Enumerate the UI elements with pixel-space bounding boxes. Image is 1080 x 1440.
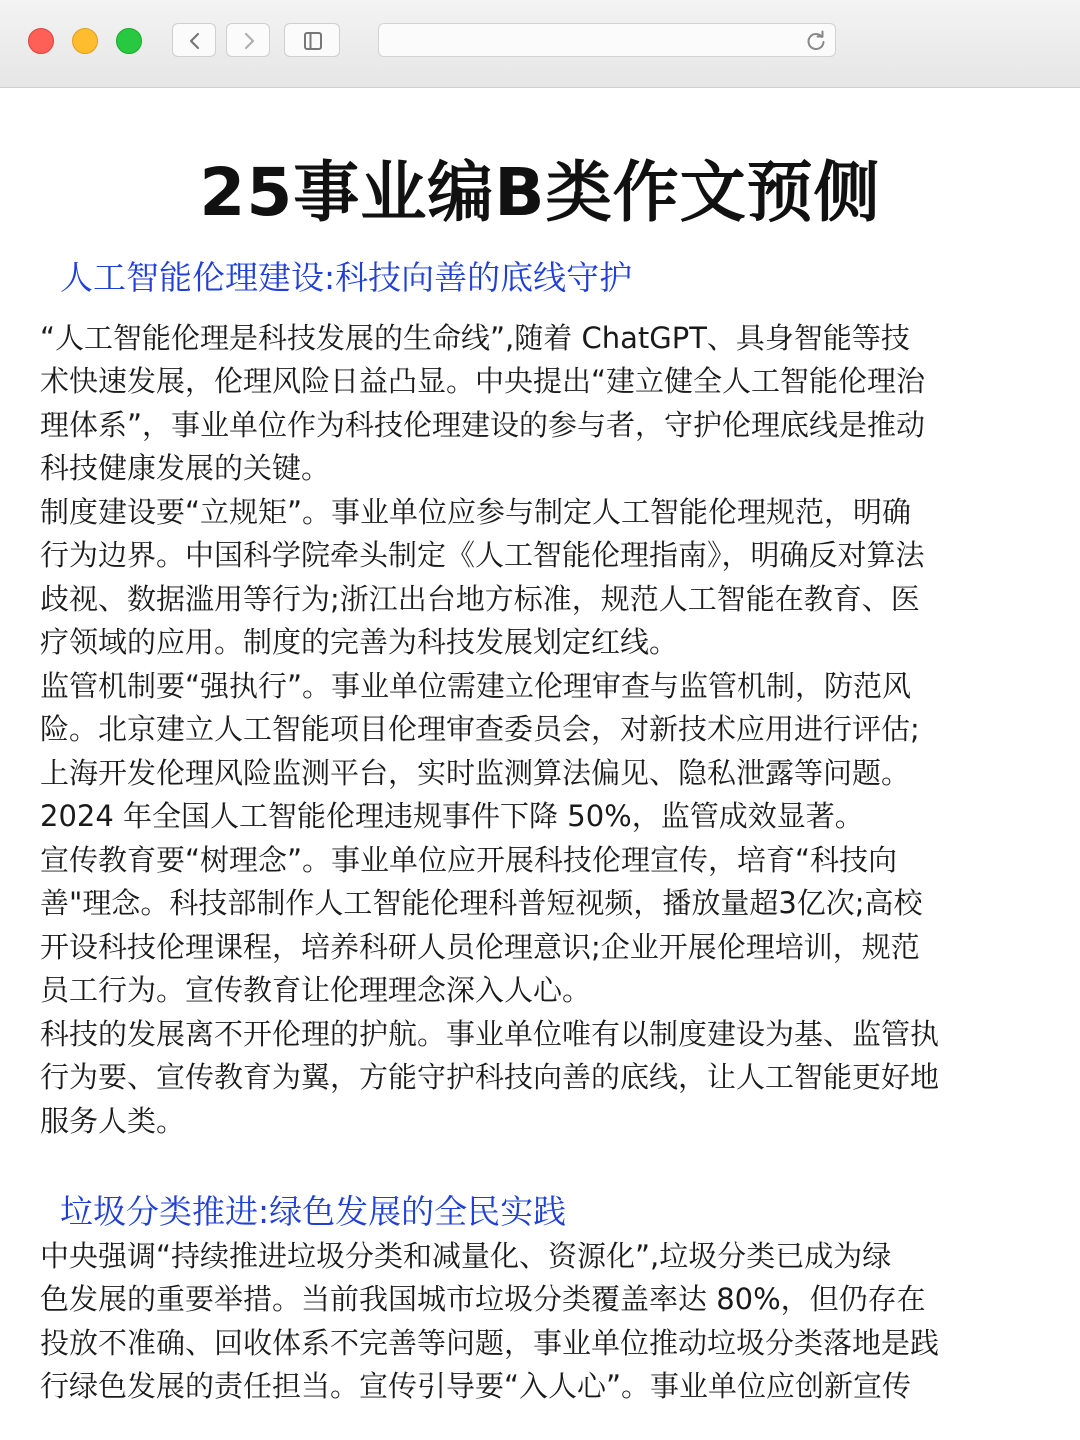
- address-bar[interactable]: [378, 23, 836, 57]
- paragraph-line: 行为要、宣传教育为翼，方能守护科技向善的底线，让人工智能更好地: [40, 1060, 940, 1095]
- forward-button[interactable]: [226, 23, 270, 57]
- paragraph-line: 科技健康发展的关键。: [40, 451, 331, 486]
- paragraph-line: 投放不准确、回收体系不完善等问题，事业单位推动垃圾分类落地是践: [40, 1325, 940, 1360]
- back-button[interactable]: [172, 23, 216, 57]
- paragraph-conclusion: [40, 1013, 939, 1143]
- paragraph-garbage-intro: [40, 1235, 939, 1409]
- paragraph-supervision: [40, 665, 920, 839]
- paragraph-line: 理体系”，事业单位作为科技伦理建设的参与者，守护伦理底线是推动: [40, 407, 926, 442]
- paragraph-line: 行绿色发展的责任担当。宣传引导要“入人心”。事业单位应创新宣传: [40, 1369, 912, 1404]
- paragraph-line: 上海开发伦理风险监测平台，实时监测算法偏见、隐私泄露等问题。: [40, 755, 911, 790]
- paragraph-line: 开设科技伦理课程，培养科研人员伦理意识;企业开展伦理培训，规范: [40, 929, 920, 964]
- close-window-button[interactable]: [28, 28, 54, 54]
- paragraph-line: 善"理念。科技部制作人工智能伦理科普短视频，播放量超3亿次;高校: [40, 886, 923, 921]
- paragraph-line: 行为边界。中国科学院牵头制定《人工智能伦理指南》，明确反对算法: [40, 538, 925, 573]
- chevron-right-icon: [227, 24, 271, 58]
- paragraph-line: 科技的发展离不开伦理的护航。事业单位唯有以制度建设为基、监管执: [40, 1017, 940, 1051]
- browser-toolbar: [0, 0, 1080, 88]
- paragraph-intro: [40, 317, 925, 491]
- paragraph-education: [40, 839, 923, 1013]
- paragraph-line: “人工智能伦理是科技发展的生命线”,随着 ChatGPT、具身智能等技: [40, 321, 910, 355]
- paragraph-line: 中央强调“持续推进垃圾分类和减量化、资源化”,垃圾分类已成为绿: [40, 1239, 892, 1273]
- section-heading-garbage-sorting: 垃圾分类推进:绿色发展的全民实践: [60, 1192, 567, 1231]
- chevron-left-icon: [173, 24, 217, 58]
- paragraph-line: 制度建设要“立规矩”。事业单位应参与制定人工智能伦理规范，明确: [40, 495, 912, 529]
- paragraph-line: 2024 年全国人工智能伦理违规事件下降 50%，监管成效显著。: [40, 799, 864, 834]
- sidebar-icon: [285, 24, 341, 58]
- paragraph-line: 歧视、数据滥用等行为;浙江出台地方标准，规范人工智能在教育、医: [40, 581, 920, 616]
- paragraph-line: 服务人类。: [40, 1103, 186, 1138]
- reload-icon[interactable]: [805, 30, 827, 52]
- page-title: 25事业编B类作文预侧: [199, 154, 881, 231]
- paragraph-line: 色发展的重要举措。当前我国城市垃圾分类覆盖率达 80%，但仍存在: [40, 1282, 926, 1317]
- minimize-window-button[interactable]: [72, 28, 98, 54]
- paragraph-system: [40, 491, 925, 665]
- section-heading-ai-ethics: 人工智能伦理建设:科技向善的底线守护: [60, 258, 633, 297]
- paragraph-line: 员工行为。宣传教育让伦理理念深入人心。: [40, 973, 592, 1008]
- paragraph-line: 监管机制要“强执行”。事业单位需建立伦理审查与监管机制，防范风: [40, 669, 912, 703]
- sidebar-toggle-button[interactable]: [284, 23, 340, 57]
- paragraph-line: 险。北京建立人工智能项目伦理审查委员会，对新技术应用进行评估;: [40, 712, 920, 747]
- maximize-window-button[interactable]: [116, 28, 142, 54]
- paragraph-line: 宣传教育要“树理念”。事业单位应开展科技伦理宣传，培育“科技向: [40, 843, 898, 877]
- paragraph-line: 疗领域的应用。制度的完善为科技发展划定红线。: [40, 625, 679, 660]
- paragraph-line: 术快速发展，伦理风险日益凸显。中央提出“建立健全人工智能伦理治: [40, 364, 926, 399]
